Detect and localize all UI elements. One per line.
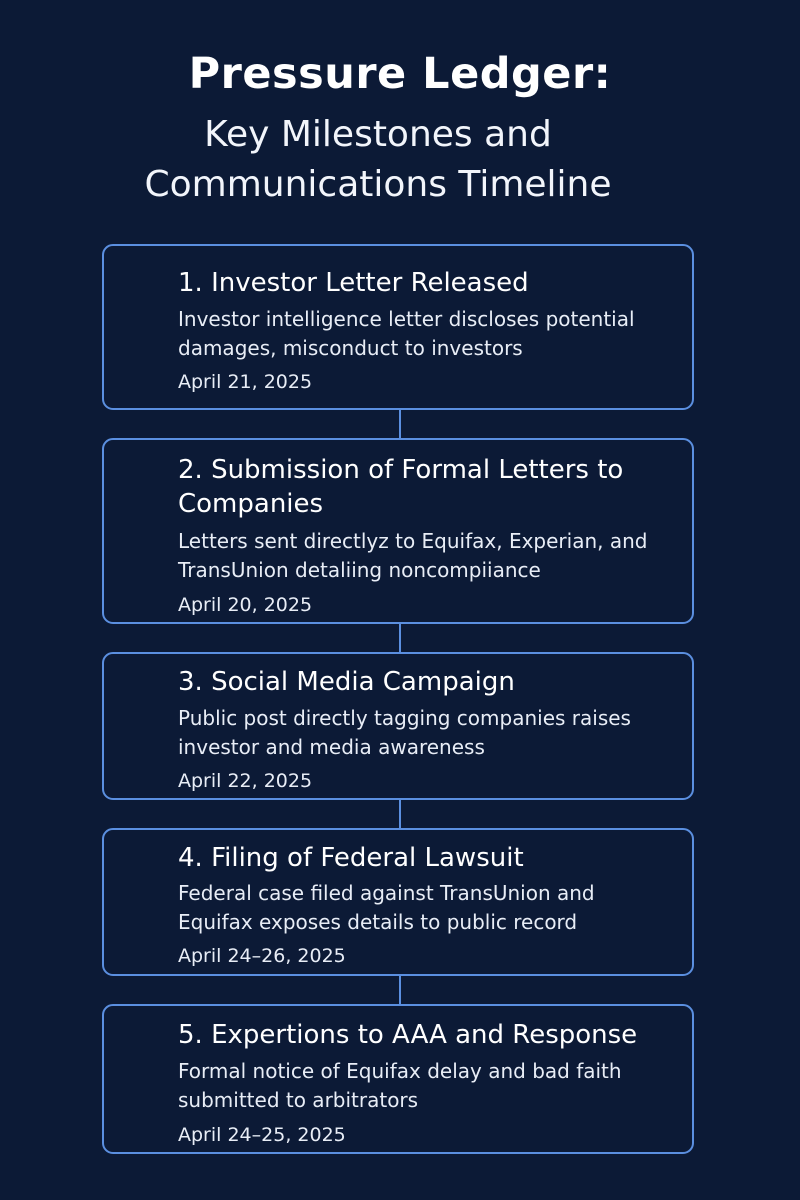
milestone-description: Federal case filed against TransUnion and Equifax exposes details to public record bbox=[178, 881, 595, 934]
page-subtitle-line-2: Communications Timeline bbox=[144, 164, 612, 205]
milestone-title: 5. Expertions to AAA and Response bbox=[178, 1020, 638, 1050]
milestone-description: Formal notice of Equifax delay and bad faith submitted to arbitrators bbox=[178, 1059, 622, 1112]
milestone-title: 1. Investor Letter Released bbox=[178, 268, 529, 298]
milestone-title: 3. Social Media Campaign bbox=[178, 667, 515, 697]
milestone-description: Letters sent directlyz to Equifax, Experian, and TransUnion detaliing noncompiiance bbox=[178, 529, 648, 582]
milestone-date: April 24–26, 2025 bbox=[178, 945, 346, 967]
timeline-connector bbox=[399, 624, 401, 654]
timeline-connector bbox=[399, 800, 401, 830]
milestone-description: Public post directly tagging companies raises investor and media awareness bbox=[178, 706, 631, 759]
timeline-connector bbox=[399, 410, 401, 440]
milestone-card-3 bbox=[102, 652, 694, 800]
milestone-date: April 22, 2025 bbox=[178, 770, 313, 792]
milestone-description: Investor intelligence letter discloses potential damages, misconduct to investors bbox=[178, 307, 635, 360]
milestone-card-5 bbox=[102, 1004, 694, 1154]
milestone-card-1 bbox=[102, 244, 694, 410]
milestone-date: April 20, 2025 bbox=[178, 594, 313, 616]
page-title: Pressure Ledger: bbox=[188, 49, 612, 99]
milestone-date: April 24–25, 2025 bbox=[178, 1124, 346, 1146]
page-subtitle-line-1: Key Milestones and bbox=[204, 114, 552, 155]
milestone-title: 2. Submission of Formal Letters to Companies bbox=[178, 455, 624, 519]
milestone-title: 4. Filing of Federal Lawsuit bbox=[178, 843, 524, 873]
milestone-date: April 21, 2025 bbox=[178, 371, 313, 393]
milestone-card-4 bbox=[102, 828, 694, 976]
milestone-card-2 bbox=[102, 438, 694, 624]
timeline-connector bbox=[399, 976, 401, 1006]
